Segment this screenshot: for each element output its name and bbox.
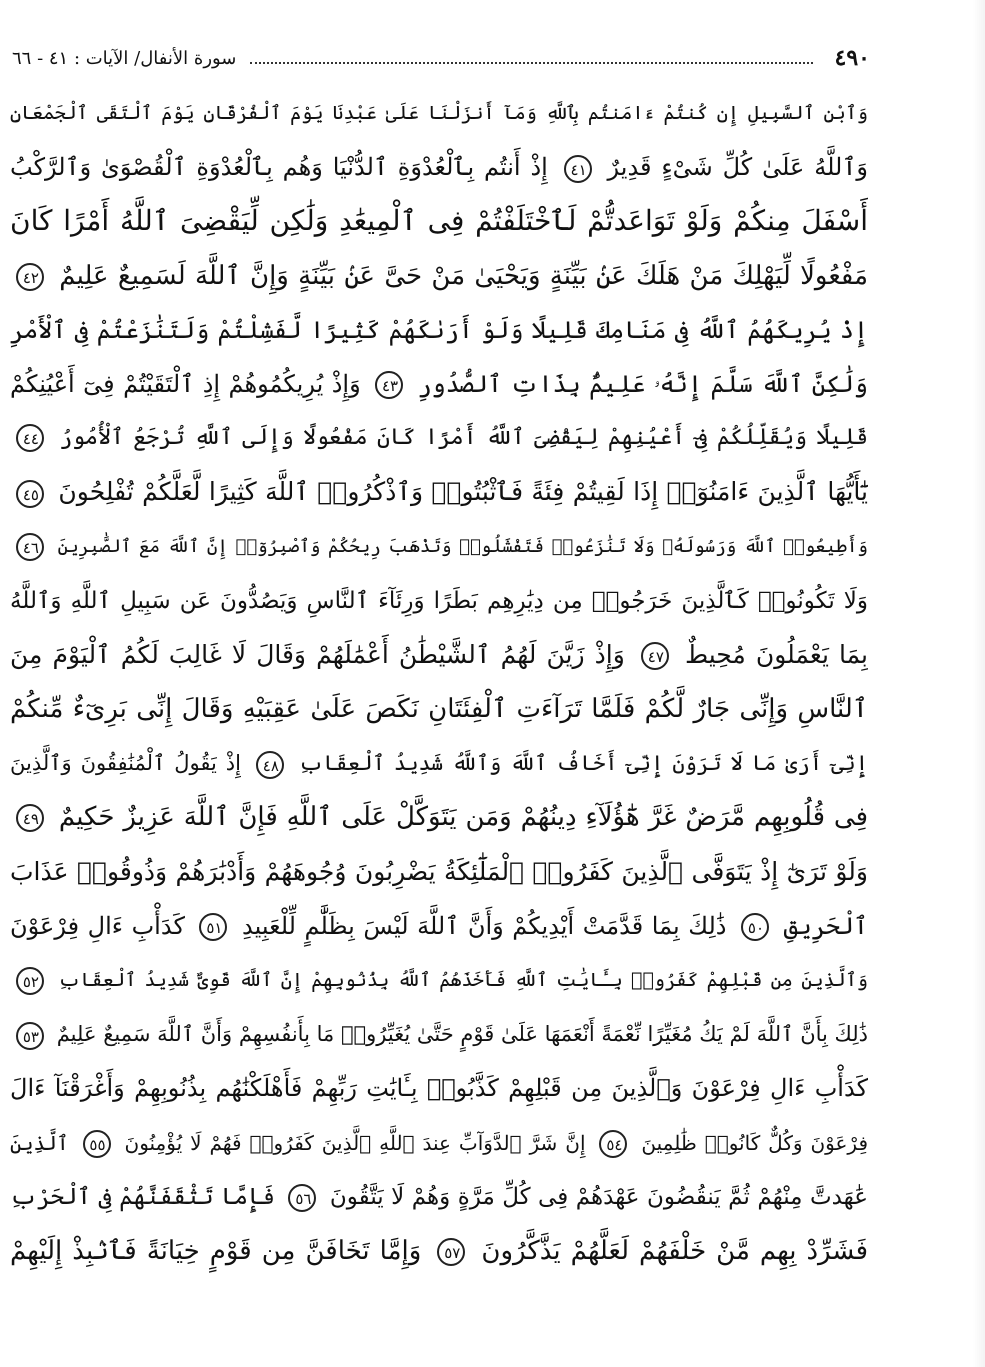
- verse-line: [10, 411, 868, 465]
- ayah-number-marker: ٥٦: [288, 1184, 316, 1212]
- verse-text-block: [10, 86, 868, 1278]
- verse-text: إِنَّ شَرَّ ٱلدَّوَآبِّ عِندَ ٱللَّهِ ٱلَّذِينَ كَفَرُوا۟ فَهُمْ لَا يُؤْمِنُونَ: [124, 1130, 586, 1155]
- verse-text: وَلَٰكِنَّ ٱللَّهَ سَلَّمَ إِنَّهُۥ عَلِيمٌۢ بِذَاتِ ٱلصُّدُورِ: [417, 369, 868, 398]
- verse-text: فَشَرِّدْ بِهِم مَّنْ خَلْفَهُمْ لَعَلَّهُمْ يَذَّكَّرُونَ: [481, 1235, 868, 1266]
- verse-text: أَسْفَلَ مِنكُمْ وَلَوْ تَوَاعَدتُّمْ لَٱخْتَلَفْتُمْ فِى ٱلْمِيعَٰدِ وَلَٰكِن لِّيَقْضِىَ ٱللَّهُ أَمْرًا كَانَ: [10, 204, 868, 238]
- verse-text: بِمَا يَعْمَلُونَ مُحِيطٌ: [685, 639, 868, 669]
- verse-line: [10, 1224, 868, 1278]
- page-number: ٤٩٠: [834, 45, 870, 71]
- verse-text: مَفْعُولًا لِّيَهْلِكَ مَنْ هَلَكَ عَنۢ بَيِّنَةٍ وَيَحْيَىٰ مَنْ حَىَّ عَنۢ بَيِّنَةٍ وَإِنَّ ٱللَّهَ لَسَمِيعٌ عَلِيمٌ: [59, 260, 868, 291]
- verse-text: وَإِمَّا تَخَافَنَّ مِن قَوْمٍ خِيَانَةً فَٱنۢبِذْ إِلَيْهِمْ: [10, 1235, 422, 1266]
- verse-text: وَٱبْنِ ٱلسَّبِيلِ إِن كُنتُمْ ءَامَنتُم بِٱللَّهِ وَمَآ أَنزَلْنَا عَلَىٰ عَبْدِنَا يَوْمَ ٱلْفُرْقَانِ يَوْمَ ٱلْتَقَى ٱلْجَمْعَانِ: [10, 102, 868, 124]
- verse-line: [10, 303, 868, 357]
- ayah-number-marker: ٥١: [199, 913, 227, 941]
- ayah-number-marker: ٥٢: [16, 967, 44, 995]
- verse-text: ٱلنَّاسِ وَإِنِّى جَارٌ لَّكُمْ فَلَمَّا تَرَآءَتِ ٱلْفِئَتَانِ نَكَصَ عَلَىٰ عَقِبَيْهِ وَقَالَ إِنِّى بَرِىٓءٌ مِّنكُمْ: [10, 694, 868, 725]
- verse-line: [10, 953, 868, 1007]
- verse-line: [10, 682, 868, 736]
- verse-text: إِذْ أَنتُم بِٱلْعُدْوَةِ ٱلدُّنْيَا وَهُم بِٱلْعُدْوَةِ ٱلْقُصْوَىٰ وَٱلرَّكْبُ: [10, 153, 548, 182]
- verse-text: قَلِيلًا وَيُقَلِّلُكُمْ فِىٓ أَعْيُنِهِمْ لِيَقْضِىَ ٱللَّهُ أَمْرًا كَانَ مَفْعُولًا وَإِلَى ٱللَّهِ تُرْجَعُ ٱلْأُمُورُ: [59, 425, 868, 451]
- ayah-number-marker: ٤٤: [16, 424, 44, 452]
- ayah-number-marker: ٤٦: [16, 533, 44, 561]
- verse-text: فِرْعَوْنَ وَكُلٌّ كَانُوا۟ ظَٰلِمِينَ: [641, 1130, 868, 1155]
- verse-line: [10, 628, 868, 682]
- verse-line: [10, 86, 868, 140]
- dotted-leader: [250, 52, 812, 64]
- ayah-number-marker: ٥٠: [741, 913, 769, 941]
- ayah-number-marker: ٥٤: [599, 1130, 627, 1158]
- verse-line: [10, 249, 868, 303]
- verse-text: وَإِذْ زَيَّنَ لَهُمُ ٱلشَّيْطَٰنُ أَعْمَٰلَهُمْ وَقَالَ لَا غَالِبَ لَكُمُ ٱلْيَوْمَ مِنَ: [10, 639, 625, 669]
- ayah-number-marker: ٥٥: [83, 1130, 111, 1158]
- verse-text: وَأَطِيعُوا۟ ٱللَّهَ وَرَسُولَهُۥ وَلَا تَنَٰزَعُوا۟ فَتَفْشَلُوا۟ وَتَذْهَبَ رِيحُكُمْ وَٱصْبِرُوٓا۟ إِنَّ ٱللَّهَ مَعَ ٱلصَّٰبِرِينَ: [57, 535, 868, 557]
- ayah-number-marker: ٤١: [564, 155, 592, 183]
- ayah-number-marker: ٥٣: [16, 1022, 44, 1050]
- verse-text: وَإِذْ يُرِيكُمُوهُمْ إِذِ ٱلْتَقَيْتُمْ فِىٓ أَعْيُنِكُمْ: [10, 369, 361, 398]
- verse-text: وَٱللَّهُ عَلَىٰ كُلِّ شَىْءٍ قَدِيرٌ: [607, 153, 868, 182]
- page-header: [12, 38, 870, 78]
- verse-line: [10, 790, 868, 844]
- verse-text: إِنِّىٓ أَرَىٰ مَا لَا تَرَوْنَ إِنِّىٓ أَخَافُ ٱللَّهَ وَٱللَّهُ شَدِيدُ ٱلْعِقَابِ: [298, 751, 868, 776]
- verse-text: ٱلْحَرِيقِ: [783, 911, 868, 940]
- ayah-number-marker: ٥٧: [437, 1238, 465, 1266]
- verse-text: عَٰهَدتَّ مِنْهُمْ ثُمَّ يَنقُضُونَ عَهْدَهُمْ فِى كُلِّ مَرَّةٍ وَهُمْ لَا يَتَّقُونَ: [329, 1183, 868, 1210]
- ayah-number-marker: ٤٣: [375, 371, 403, 399]
- verse-text: فَإِمَّا تَثْقَفَنَّهُمْ فِى ٱلْحَرْبِ: [10, 1183, 275, 1210]
- verse-line: [10, 574, 868, 628]
- verse-line: [10, 1116, 868, 1170]
- verse-line: [10, 736, 868, 790]
- verse-text: وَلَوْ تَرَىٰٓ إِذْ يَتَوَفَّى ٱلَّذِينَ كَفَرُوا۟ ٱلْمَلَٰٓئِكَةُ يَضْرِبُونَ وُجُوهَهُمْ وَأَدْبَٰرَهُمْ وَذُوقُوا۟ عَذَابَ: [10, 856, 868, 886]
- verse-line: [10, 1007, 868, 1061]
- surah-reference: سورة الأنفال/ الآيات : ٤١ - ٦٦: [12, 47, 237, 69]
- verse-line: [10, 899, 868, 953]
- ayah-number-marker: ٤٩: [16, 804, 44, 832]
- verse-line: [10, 1061, 868, 1115]
- verse-text: ذَٰلِكَ بِأَنَّ ٱللَّهَ لَمْ يَكُ مُغَيِّرًا نِّعْمَةً أَنْعَمَهَا عَلَىٰ قَوْمٍ حَتَّىٰ يُغَيِّرُوا۟ مَا بِأَنفُسِهِمْ وَأَنَّ ٱللَّهَ سَمِيعٌ عَلِيمٌ: [56, 1022, 868, 1047]
- verse-text: وَٱلَّذِينَ مِن قَبْلِهِمْ كَفَرُوا۟ بِـَٔايَٰتِ ٱللَّهِ فَأَخَذَهُمُ ٱللَّهُ بِذُنُوبِهِمْ إِنَّ ٱللَّهَ قَوِىٌّ شَدِيدُ ٱلْعِقَابِ: [58, 969, 868, 991]
- ayah-number-marker: ٤٢: [16, 263, 44, 291]
- verse-text: يَٰٓأَيُّهَا ٱلَّذِينَ ءَامَنُوٓا۟ إِذَا لَقِيتُمْ فِئَةً فَٱثْبُتُوا۟ وَٱذْكُرُوا۟ ٱللَّهَ كَثِيرًا لَّعَلَّكُمْ تُفْلِحُونَ: [58, 477, 868, 507]
- verse-text: ٱلَّذِينَ: [10, 1130, 69, 1155]
- ayah-number-marker: ٤٥: [16, 480, 44, 508]
- verse-text: وَلَا تَكُونُوا۟ كَٱلَّذِينَ خَرَجُوا۟ مِن دِيَٰرِهِم بَطَرًا وَرِئَآءَ ٱلنَّاسِ وَيَصُدُّونَ عَن سَبِيلِ ٱللَّهِ وَٱللَّهُ: [10, 587, 868, 614]
- ayah-number-marker: ٤٨: [256, 751, 284, 779]
- verse-text: إِذْ يُرِيكَهُمُ ٱللَّهُ فِى مَنَامِكَ قَلِيلًا وَلَوْ أَرَىٰكَهُمْ كَثِيرًا لَّفَشِلْتُمْ وَلَتَنَٰزَعْتُمْ فِى ٱلْأَمْرِ: [10, 315, 868, 344]
- verse-line: [10, 1170, 868, 1224]
- verse-text: فِى قُلُوبِهِم مَّرَضٌ غَرَّ هَٰٓؤُلَآءِ دِينُهُمْ وَمَن يَتَوَكَّلْ عَلَى ٱللَّهِ فَإِنَّ ٱللَّهَ عَزِيزٌ حَكِيمٌ: [58, 802, 868, 833]
- ayah-number-marker: ٤٧: [641, 642, 669, 670]
- verse-text: إِذْ يَقُولُ ٱلْمُنَٰفِقُونَ وَٱلَّذِينَ: [10, 751, 241, 776]
- verse-text: كَدَأْبِ ءَالِ فِرْعَوْنَ وَٱلَّذِينَ مِن قَبْلِهِمْ كَذَّبُوا۟ بِـَٔايَٰتِ رَبِّهِمْ فَأَهْلَكْنَٰهُم بِذُنُوبِهِمْ وَأَغْرَقْنَآ ءَالَ: [10, 1074, 868, 1103]
- scan-edge-shadow: [973, 0, 985, 1367]
- verse-line: [10, 140, 868, 194]
- verse-line: [10, 194, 868, 248]
- verse-text: كَدَأْبِ ءَالِ فِرْعَوْنَ: [10, 911, 185, 940]
- verse-line: [10, 357, 868, 411]
- verse-line: [10, 520, 868, 574]
- verse-text: ذَٰلِكَ بِمَا قَدَّمَتْ أَيْدِيكُمْ وَأَنَّ ٱللَّهَ لَيْسَ بِظَلَّٰمٍ لِّلْعَبِيدِ: [242, 911, 727, 940]
- verse-line: [10, 845, 868, 899]
- verse-line: [10, 465, 868, 519]
